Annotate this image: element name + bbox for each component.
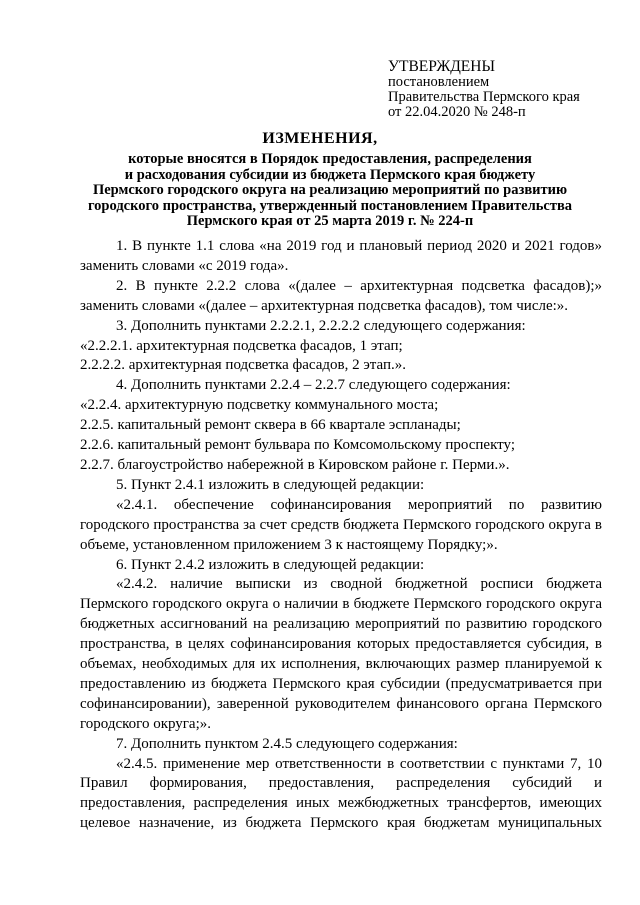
paragraph: 4. Дополнить пунктами 2.2.4 – 2.2.7 следующего содержания: — [116, 377, 511, 394]
approval-stamp — [388, 58, 580, 120]
paragraph: 2.2.7. благоустройство набережной в Кировском районе г. Перми.». — [80, 456, 510, 473]
paragraph: «2.2.2.1. архитектурная подсветка фасадов, 1 этап; — [80, 337, 403, 354]
paragraph: 6. Пункт 2.4.2 изложить в следующей редакции: — [116, 556, 425, 573]
subtitle-line: Пермского городского округа на реализацию мероприятий по развитию — [92, 182, 568, 198]
paragraph: «2.2.4. архитектурную подсветку коммунального моста; — [80, 397, 439, 414]
subtitle-line: и расходования субсидии из бюджета Пермского края бюджету — [124, 166, 536, 183]
paragraph: 1. В пункте 1.1 слова «на 2019 год и плановый период 2020 и 2021 годов» заменить словами «с 2019 года». — [80, 238, 602, 274]
paragraph: 2.2.2.2. архитектурная подсветка фасадов, 2 этап.». — [80, 357, 406, 374]
document-subtitle — [60, 152, 600, 230]
document-body — [80, 237, 602, 834]
paragraph: 2.2.6. капитальный ремонт бульвара по Комсомольскому проспекту; — [80, 437, 516, 454]
paragraph: 3. Дополнить пунктами 2.2.2.1, 2.2.2.2 следующего содержания: — [116, 317, 526, 334]
subtitle-line: городского пространства, утвержденный постановлением Правительства — [87, 197, 573, 214]
approval-line-3: от 22.04.2020 № 248-п — [388, 104, 526, 120]
paragraph: «2.4.5. применение мер ответственности в соответствии с пунктами 7, 10 Правил формирования, предоставления, распределения субсидий и предоставления, распределения иных межбюджетных трансфертов, имеющих целевое назначение, из бюджета Пермского края бюджетам муниципальных — [80, 755, 602, 832]
approval-line-2: Правительства Пермского края — [388, 89, 580, 105]
document-title: ИЗМЕНЕНИЯ, — [262, 130, 378, 147]
paragraph: 7. Дополнить пунктом 2.4.5 следующего содержания: — [116, 735, 458, 752]
approval-heading: УТВЕРЖДЕНЫ — [388, 58, 495, 75]
subtitle-line: которые вносятся в Порядок предоставления, распределения — [128, 151, 532, 167]
paragraph: «2.4.1. обеспечение софинансирования мероприятий по развитию городского пространства за счет средств бюджета Пермского городского округа в объеме, установленном приложением 3 к настоящему Порядку;». — [80, 496, 602, 553]
paragraph: «2.4.2. наличие выписки из сводной бюджетной росписи бюджета Пермского городского округа о наличии в бюджете Пермского городского округа бюджетных ассигнований на реализацию мероприятий по развитию городского пространства, в целях софинансирования которых предоставляется субсидия, в объемах, необходимых для их исполнения, включающих размер планируемой к предоставлению из бюджета Пермского края субсидии (предусматривается при софинансировании), заверенной руководителем финансового органа Пермского городского округа;». — [80, 576, 602, 732]
approval-line-1: постановлением — [388, 74, 490, 90]
paragraph: 5. Пункт 2.4.1 изложить в следующей редакции: — [116, 476, 425, 493]
paragraph: 2.2.5. капитальный ремонт сквера в 66 квартале эспланады; — [80, 417, 461, 434]
subtitle-line: Пермского края от 25 марта 2019 г. № 224-п — [186, 213, 474, 229]
paragraph: 2. В пункте 2.2.2 слова «(далее – архитектурная подсветка фасадов);» заменить словами «(далее – архитектурная подсветка фасадов), том числе:». — [80, 277, 602, 314]
